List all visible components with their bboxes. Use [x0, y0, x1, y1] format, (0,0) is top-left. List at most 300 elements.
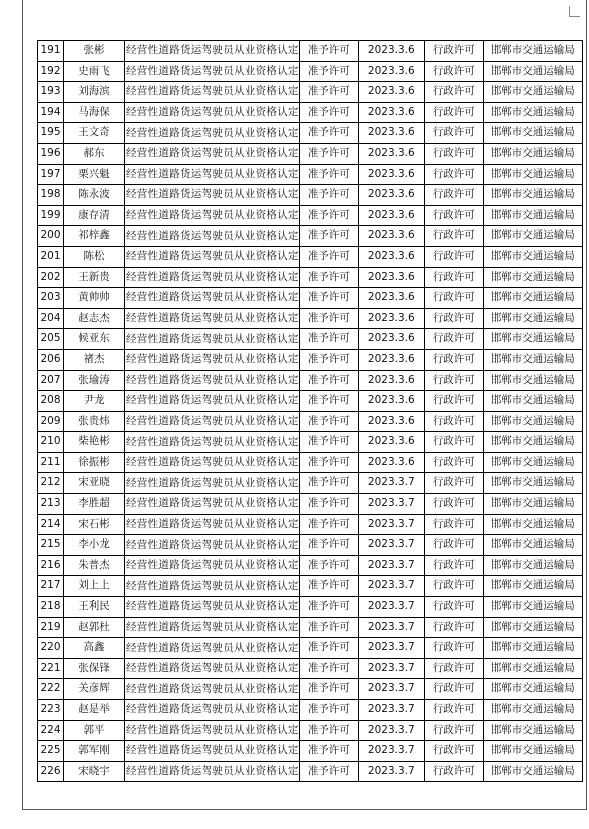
table-row	[38, 617, 583, 638]
category-cell: 行政许可	[424, 494, 483, 515]
table-row	[38, 535, 583, 556]
category-cell: 行政许可	[424, 205, 483, 226]
person-name-cell: 关彦辉	[64, 679, 125, 700]
category-cell: 行政许可	[424, 576, 483, 597]
category-cell: 行政许可	[424, 514, 483, 535]
license-item-cell	[125, 288, 300, 309]
person-name-cell: 李胜超	[64, 494, 125, 515]
category-cell: 行政许可	[424, 473, 483, 494]
decision-type-cell: 准予许可	[299, 246, 358, 267]
license-item-text: 经营性道路货运驾驶员从业资格认定	[126, 147, 299, 160]
license-item-text: 经营性道路货运驾驶员从业资格认定	[126, 85, 299, 98]
person-name-cell: 张瑜涛	[64, 370, 125, 391]
decision-date-cell: 2023.3.6	[358, 411, 424, 432]
table-row	[38, 82, 583, 103]
license-item-text: 经营性道路货运驾驶员从业资格认定	[126, 291, 299, 304]
table-row	[38, 391, 583, 412]
decision-type-cell: 准予许可	[299, 597, 358, 618]
authority-cell: 邯郸市交通运输局	[483, 288, 582, 309]
table-row	[38, 555, 583, 576]
decision-type-cell: 准予许可	[299, 432, 358, 453]
row-number-cell: 193	[38, 82, 64, 103]
license-item-text: 经营性道路货运驾驶员从业资格认定	[126, 250, 299, 263]
decision-type-cell: 准予许可	[299, 576, 358, 597]
row-number-cell: 196	[38, 143, 64, 164]
person-name-cell: 刘海滨	[64, 82, 125, 103]
decision-type-cell: 准予许可	[299, 267, 358, 288]
person-name-cell: 朱普杰	[64, 555, 125, 576]
decision-date-cell: 2023.3.6	[358, 452, 424, 473]
license-item-cell	[125, 349, 300, 370]
license-item-cell	[125, 555, 300, 576]
category-cell: 行政许可	[424, 123, 483, 144]
license-item-text: 经营性道路货运驾驶员从业资格认定	[126, 44, 299, 57]
table-row	[38, 164, 583, 185]
license-item-text: 经营性道路货运驾驶员从业资格认定	[126, 476, 299, 489]
category-cell: 行政许可	[424, 267, 483, 288]
decision-type-cell: 准予许可	[299, 617, 358, 638]
license-item-text: 经营性道路货运驾驶员从业资格认定	[126, 703, 299, 716]
decision-type-cell: 准予许可	[299, 391, 358, 412]
authority-cell: 邯郸市交通运输局	[483, 535, 582, 556]
table-row	[38, 143, 583, 164]
person-name-cell: 赵志杰	[64, 308, 125, 329]
authority-cell: 邯郸市交通运输局	[483, 370, 582, 391]
table-row	[38, 452, 583, 473]
table-body	[38, 41, 583, 782]
person-name-cell: 候亚东	[64, 329, 125, 350]
license-item-text: 经营性道路货运驾驶员从业资格认定	[126, 744, 299, 757]
decision-type-cell: 准予许可	[299, 452, 358, 473]
row-number-cell: 217	[38, 576, 64, 597]
person-name-cell: 赵是举	[64, 700, 125, 721]
decision-type-cell: 准予许可	[299, 555, 358, 576]
row-number-cell: 208	[38, 391, 64, 412]
decision-type-cell: 准予许可	[299, 679, 358, 700]
decision-type-cell: 准予许可	[299, 494, 358, 515]
decision-type-cell: 准予许可	[299, 473, 358, 494]
license-item-cell	[125, 432, 300, 453]
authority-cell: 邯郸市交通运输局	[483, 432, 582, 453]
authority-cell: 邯郸市交通运输局	[483, 205, 582, 226]
category-cell: 行政许可	[424, 41, 483, 62]
license-item-text: 经营性道路货运驾驶员从业资格认定	[126, 538, 299, 551]
decision-type-cell: 准予许可	[299, 205, 358, 226]
person-name-cell: 高鑫	[64, 638, 125, 659]
table-row	[38, 597, 583, 618]
row-number-cell: 213	[38, 494, 64, 515]
authority-cell: 邯郸市交通运输局	[483, 473, 582, 494]
license-item-cell	[125, 576, 300, 597]
row-number-cell: 194	[38, 102, 64, 123]
license-item-text: 经营性道路货运驾驶员从业资格认定	[126, 167, 299, 180]
decision-type-cell: 准予许可	[299, 329, 358, 350]
table-row	[38, 432, 583, 453]
decision-type-cell: 准予许可	[299, 226, 358, 247]
license-item-cell	[125, 535, 300, 556]
decision-date-cell: 2023.3.7	[358, 679, 424, 700]
decision-date-cell: 2023.3.6	[358, 246, 424, 267]
person-name-cell: 陈松	[64, 246, 125, 267]
license-item-text: 经营性道路货运驾驶员从业资格认定	[126, 353, 299, 366]
decision-date-cell: 2023.3.6	[358, 349, 424, 370]
decision-date-cell: 2023.3.7	[358, 761, 424, 782]
category-cell: 行政许可	[424, 185, 483, 206]
decision-date-cell: 2023.3.7	[358, 473, 424, 494]
row-number-cell: 210	[38, 432, 64, 453]
table-row	[38, 288, 583, 309]
license-item-text: 经营性道路货运驾驶员从业资格认定	[126, 517, 299, 530]
license-item-text: 经营性道路货运驾驶员从业资格认定	[126, 497, 299, 510]
license-item-text: 经营性道路货运驾驶员从业资格认定	[126, 394, 299, 407]
license-item-cell	[125, 741, 300, 762]
category-cell: 行政许可	[424, 102, 483, 123]
table-row	[38, 185, 583, 206]
authority-cell: 邯郸市交通运输局	[483, 658, 582, 679]
category-cell: 行政许可	[424, 329, 483, 350]
person-name-cell: 王新贵	[64, 267, 125, 288]
table-row	[38, 638, 583, 659]
authority-cell: 邯郸市交通运输局	[483, 576, 582, 597]
decision-date-cell: 2023.3.6	[358, 82, 424, 103]
license-item-cell	[125, 143, 300, 164]
table-row	[38, 308, 583, 329]
decision-type-cell: 准予许可	[299, 741, 358, 762]
decision-type-cell: 准予许可	[299, 308, 358, 329]
table-row	[38, 61, 583, 82]
person-name-cell: 宋石彬	[64, 514, 125, 535]
decision-type-cell: 准予许可	[299, 638, 358, 659]
authority-cell: 邯郸市交通运输局	[483, 638, 582, 659]
row-number-cell: 204	[38, 308, 64, 329]
category-cell: 行政许可	[424, 226, 483, 247]
license-item-text: 经营性道路货运驾驶员从业资格认定	[126, 723, 299, 736]
decision-date-cell: 2023.3.6	[358, 164, 424, 185]
person-name-cell: 马海保	[64, 102, 125, 123]
decision-type-cell: 准予许可	[299, 143, 358, 164]
authority-cell: 邯郸市交通运输局	[483, 411, 582, 432]
authority-cell: 邯郸市交通运输局	[483, 514, 582, 535]
person-name-cell: 张贵炜	[64, 411, 125, 432]
authority-cell: 邯郸市交通运输局	[483, 226, 582, 247]
authority-cell: 邯郸市交通运输局	[483, 123, 582, 144]
row-number-cell: 206	[38, 349, 64, 370]
row-number-cell: 200	[38, 226, 64, 247]
table-row	[38, 658, 583, 679]
license-item-cell	[125, 205, 300, 226]
person-name-cell: 柴艳彬	[64, 432, 125, 453]
license-item-cell	[125, 267, 300, 288]
license-item-cell	[125, 494, 300, 515]
license-item-text: 经营性道路货运驾驶员从业资格认定	[126, 662, 299, 675]
row-number-cell: 220	[38, 638, 64, 659]
decision-type-cell: 准予许可	[299, 761, 358, 782]
row-number-cell: 199	[38, 205, 64, 226]
decision-type-cell: 准予许可	[299, 514, 358, 535]
row-number-cell: 198	[38, 185, 64, 206]
decision-date-cell: 2023.3.7	[358, 494, 424, 515]
license-item-text: 经营性道路货运驾驶员从业资格认定	[126, 600, 299, 613]
authority-cell: 邯郸市交通运输局	[483, 741, 582, 762]
row-number-cell: 207	[38, 370, 64, 391]
license-item-cell	[125, 329, 300, 350]
authority-cell: 邯郸市交通运输局	[483, 143, 582, 164]
license-item-cell	[125, 308, 300, 329]
row-number-cell: 201	[38, 246, 64, 267]
table-row	[38, 370, 583, 391]
authority-cell: 邯郸市交通运输局	[483, 679, 582, 700]
table-row	[38, 205, 583, 226]
category-cell: 行政许可	[424, 82, 483, 103]
table-row	[38, 267, 583, 288]
license-item-cell	[125, 452, 300, 473]
authority-cell: 邯郸市交通运输局	[483, 102, 582, 123]
decision-date-cell: 2023.3.7	[358, 555, 424, 576]
license-item-text: 经营性道路货运驾驶员从业资格认定	[126, 682, 299, 695]
decision-date-cell: 2023.3.6	[358, 391, 424, 412]
decision-type-cell: 准予许可	[299, 164, 358, 185]
decision-type-cell: 准予许可	[299, 82, 358, 103]
license-item-cell	[125, 102, 300, 123]
person-name-cell: 祁梓鑫	[64, 226, 125, 247]
decision-date-cell: 2023.3.6	[358, 123, 424, 144]
person-name-cell: 宋亚晓	[64, 473, 125, 494]
license-item-text: 经营性道路货运驾驶员从业资格认定	[126, 64, 299, 77]
table-row	[38, 41, 583, 62]
category-cell: 行政许可	[424, 761, 483, 782]
person-name-cell: 张彬	[64, 41, 125, 62]
person-name-cell: 郭军刚	[64, 741, 125, 762]
license-item-cell	[125, 514, 300, 535]
authority-cell: 邯郸市交通运输局	[483, 391, 582, 412]
person-name-cell: 徐振彬	[64, 452, 125, 473]
table-row	[38, 761, 583, 782]
decision-date-cell: 2023.3.6	[358, 143, 424, 164]
license-item-cell	[125, 761, 300, 782]
authority-cell: 邯郸市交通运输局	[483, 597, 582, 618]
license-item-text: 经营性道路货运驾驶员从业资格认定	[126, 312, 299, 325]
person-name-cell: 李小龙	[64, 535, 125, 556]
decision-date-cell: 2023.3.6	[358, 308, 424, 329]
license-item-text: 经营性道路货运驾驶员从业资格认定	[126, 209, 299, 222]
authority-cell: 邯郸市交通运输局	[483, 700, 582, 721]
row-number-cell: 222	[38, 679, 64, 700]
license-item-cell	[125, 41, 300, 62]
authority-cell: 邯郸市交通运输局	[483, 720, 582, 741]
category-cell: 行政许可	[424, 164, 483, 185]
decision-type-cell: 准予许可	[299, 123, 358, 144]
person-name-cell: 宋晓宇	[64, 761, 125, 782]
person-name-cell: 栗兴魁	[64, 164, 125, 185]
category-cell: 行政许可	[424, 597, 483, 618]
license-item-text: 经营性道路货运驾驶员从业资格认定	[126, 620, 299, 633]
authority-cell: 邯郸市交通运输局	[483, 349, 582, 370]
license-item-cell	[125, 638, 300, 659]
authority-cell: 邯郸市交通运输局	[483, 617, 582, 638]
table-row	[38, 329, 583, 350]
row-number-cell: 216	[38, 555, 64, 576]
decision-date-cell: 2023.3.6	[358, 329, 424, 350]
decision-date-cell: 2023.3.7	[358, 638, 424, 659]
table-row	[38, 102, 583, 123]
decision-date-cell: 2023.3.7	[358, 617, 424, 638]
decision-type-cell: 准予许可	[299, 61, 358, 82]
table-row	[38, 514, 583, 535]
license-item-cell	[125, 391, 300, 412]
row-number-cell: 215	[38, 535, 64, 556]
license-item-cell	[125, 164, 300, 185]
decision-type-cell: 准予许可	[299, 349, 358, 370]
table-row	[38, 576, 583, 597]
license-item-cell	[125, 473, 300, 494]
table-row	[38, 679, 583, 700]
license-item-text: 经营性道路货运驾驶员从业资格认定	[126, 188, 299, 201]
decision-date-cell: 2023.3.6	[358, 61, 424, 82]
category-cell: 行政许可	[424, 617, 483, 638]
license-item-cell	[125, 226, 300, 247]
table-row	[38, 123, 583, 144]
license-item-text: 经营性道路货运驾驶员从业资格认定	[126, 414, 299, 427]
row-number-cell: 211	[38, 452, 64, 473]
decision-date-cell: 2023.3.7	[358, 535, 424, 556]
decision-type-cell: 准予许可	[299, 411, 358, 432]
decision-type-cell: 准予许可	[299, 700, 358, 721]
authority-cell: 邯郸市交通运输局	[483, 164, 582, 185]
row-number-cell: 205	[38, 329, 64, 350]
category-cell: 行政许可	[424, 308, 483, 329]
decision-date-cell: 2023.3.7	[358, 576, 424, 597]
license-item-cell	[125, 700, 300, 721]
decision-date-cell: 2023.3.6	[358, 205, 424, 226]
category-cell: 行政许可	[424, 411, 483, 432]
category-cell: 行政许可	[424, 143, 483, 164]
decision-date-cell: 2023.3.7	[358, 597, 424, 618]
license-item-text: 经营性道路货运驾驶员从业资格认定	[126, 270, 299, 283]
license-item-cell	[125, 123, 300, 144]
row-number-cell: 195	[38, 123, 64, 144]
row-number-cell: 209	[38, 411, 64, 432]
category-cell: 行政许可	[424, 61, 483, 82]
decision-type-cell: 准予许可	[299, 41, 358, 62]
person-name-cell: 王利民	[64, 597, 125, 618]
license-records-table	[37, 40, 583, 782]
decision-date-cell: 2023.3.7	[358, 514, 424, 535]
license-item-text: 经营性道路货运驾驶员从业资格认定	[126, 559, 299, 572]
authority-cell: 邯郸市交通运输局	[483, 41, 582, 62]
decision-type-cell: 准予许可	[299, 535, 358, 556]
decision-type-cell: 准予许可	[299, 658, 358, 679]
license-item-text: 经营性道路货运驾驶员从业资格认定	[126, 456, 299, 469]
decision-type-cell: 准予许可	[299, 288, 358, 309]
person-name-cell: 史雨飞	[64, 61, 125, 82]
license-item-text: 经营性道路货运驾驶员从业资格认定	[126, 765, 299, 778]
decision-date-cell: 2023.3.7	[358, 700, 424, 721]
category-cell: 行政许可	[424, 658, 483, 679]
decision-date-cell: 2023.3.6	[358, 185, 424, 206]
authority-cell: 邯郸市交通运输局	[483, 494, 582, 515]
authority-cell: 邯郸市交通运输局	[483, 61, 582, 82]
person-name-cell: 尹龙	[64, 391, 125, 412]
decision-type-cell: 准予许可	[299, 720, 358, 741]
table-row	[38, 349, 583, 370]
license-item-text: 经营性道路货运驾驶员从业资格认定	[126, 579, 299, 592]
page-corner-mark	[569, 6, 580, 17]
person-name-cell: 陈永波	[64, 185, 125, 206]
person-name-cell: 赵郭杜	[64, 617, 125, 638]
authority-cell: 邯郸市交通运输局	[483, 555, 582, 576]
authority-cell: 邯郸市交通运输局	[483, 185, 582, 206]
license-item-text: 经营性道路货运驾驶员从业资格认定	[126, 641, 299, 654]
table-row	[38, 226, 583, 247]
decision-type-cell: 准予许可	[299, 185, 358, 206]
person-name-cell: 禇杰	[64, 349, 125, 370]
category-cell: 行政许可	[424, 679, 483, 700]
row-number-cell: 203	[38, 288, 64, 309]
row-number-cell: 218	[38, 597, 64, 618]
row-number-cell: 197	[38, 164, 64, 185]
decision-date-cell: 2023.3.6	[358, 288, 424, 309]
license-item-text: 经营性道路货运驾驶员从业资格认定	[126, 106, 299, 119]
person-name-cell: 黄帅帅	[64, 288, 125, 309]
person-name-cell: 刘上上	[64, 576, 125, 597]
decision-date-cell: 2023.3.6	[358, 432, 424, 453]
license-item-text: 经营性道路货运驾驶员从业资格认定	[126, 373, 299, 386]
license-item-cell	[125, 411, 300, 432]
table-row	[38, 741, 583, 762]
category-cell: 行政许可	[424, 720, 483, 741]
decision-type-cell: 准予许可	[299, 370, 358, 391]
person-name-cell: 张保锋	[64, 658, 125, 679]
category-cell: 行政许可	[424, 452, 483, 473]
person-name-cell: 康存清	[64, 205, 125, 226]
authority-cell: 邯郸市交通运输局	[483, 329, 582, 350]
row-number-cell: 221	[38, 658, 64, 679]
decision-date-cell: 2023.3.6	[358, 267, 424, 288]
row-number-cell: 191	[38, 41, 64, 62]
license-item-text: 经营性道路货运驾驶员从业资格认定	[126, 332, 299, 345]
authority-cell: 邯郸市交通运输局	[483, 761, 582, 782]
table-row	[38, 246, 583, 267]
decision-date-cell: 2023.3.6	[358, 102, 424, 123]
table-row	[38, 700, 583, 721]
person-name-cell: 郭平	[64, 720, 125, 741]
license-item-cell	[125, 720, 300, 741]
license-item-cell	[125, 679, 300, 700]
row-number-cell: 192	[38, 61, 64, 82]
row-number-cell: 212	[38, 473, 64, 494]
license-item-cell	[125, 617, 300, 638]
row-number-cell: 214	[38, 514, 64, 535]
category-cell: 行政许可	[424, 555, 483, 576]
table-row	[38, 473, 583, 494]
authority-cell: 邯郸市交通运输局	[483, 246, 582, 267]
category-cell: 行政许可	[424, 638, 483, 659]
license-item-cell	[125, 61, 300, 82]
decision-date-cell: 2023.3.6	[358, 226, 424, 247]
license-item-cell	[125, 185, 300, 206]
license-item-cell	[125, 597, 300, 618]
category-cell: 行政许可	[424, 288, 483, 309]
license-item-cell	[125, 370, 300, 391]
decision-date-cell: 2023.3.7	[358, 658, 424, 679]
table-row	[38, 411, 583, 432]
category-cell: 行政许可	[424, 535, 483, 556]
person-name-cell: 郝东	[64, 143, 125, 164]
authority-cell: 邯郸市交通运输局	[483, 452, 582, 473]
authority-cell: 邯郸市交通运输局	[483, 308, 582, 329]
row-number-cell: 225	[38, 741, 64, 762]
row-number-cell: 226	[38, 761, 64, 782]
